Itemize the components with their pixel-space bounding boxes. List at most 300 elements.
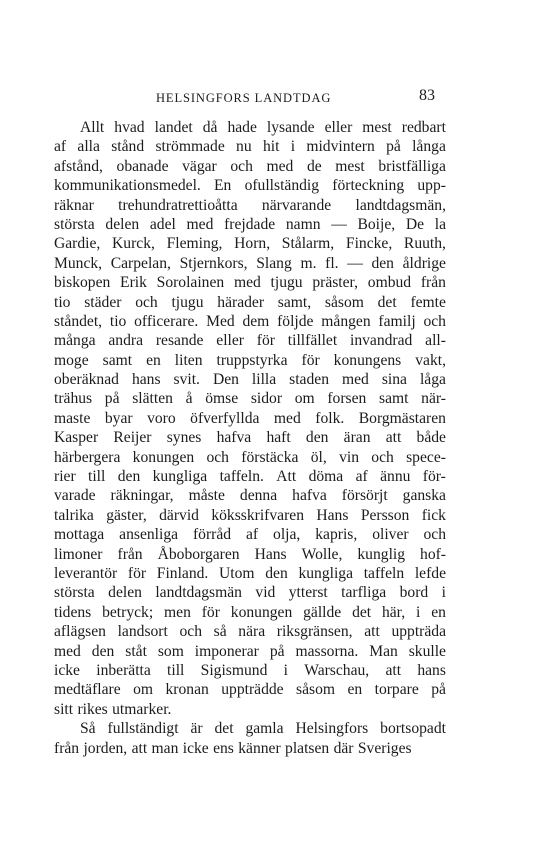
word: såsom: [324, 293, 364, 311]
word: alla: [77, 138, 100, 156]
word: känner: [238, 739, 281, 757]
word: från: [117, 545, 143, 563]
word: så: [213, 623, 227, 641]
word: ansenliga: [119, 526, 179, 544]
word: trehundratrettioåtta: [118, 196, 238, 214]
word: denna: [239, 487, 278, 505]
word: synes: [166, 429, 202, 447]
text-line: [54, 564, 446, 583]
word: att: [385, 661, 402, 679]
word: betryck;: [102, 603, 154, 621]
word: i: [290, 138, 296, 156]
text-line: [54, 661, 446, 680]
word: för: [201, 603, 220, 621]
word: bord: [399, 584, 429, 602]
word: därvid: [159, 506, 199, 524]
word: af: [355, 468, 368, 486]
word: hit: [262, 138, 280, 156]
word: präster,: [312, 274, 359, 292]
word: biskopen: [54, 274, 111, 292]
word: aflägsen: [54, 623, 106, 641]
text-line: [54, 428, 446, 447]
word: leverantör: [54, 564, 118, 582]
word: vakt,: [415, 351, 446, 369]
word: och: [371, 448, 394, 466]
word: trähus: [54, 390, 93, 408]
word: kunglig: [357, 545, 406, 563]
word: mottaga: [54, 526, 105, 544]
word: i: [416, 603, 421, 621]
word: En: [214, 177, 232, 195]
word: de: [306, 157, 322, 175]
word: från: [54, 739, 80, 757]
word: här,: [381, 603, 406, 621]
word: långa: [412, 138, 446, 156]
text-line: [54, 739, 446, 758]
word: Fincke,: [345, 235, 393, 253]
text-line: [54, 603, 446, 622]
word: Wolle,: [301, 545, 343, 563]
word: att: [131, 739, 148, 757]
word: öl,: [310, 448, 327, 466]
word: frejdade: [224, 215, 276, 233]
body-text: [54, 118, 446, 758]
word: taffeln: [363, 564, 405, 582]
word: både: [416, 429, 446, 447]
word: härbergera: [54, 448, 121, 466]
word: och: [206, 448, 229, 466]
word: i: [283, 661, 288, 679]
word: medtäflare: [54, 681, 121, 699]
word: Allt: [80, 119, 105, 136]
word: gäster,: [106, 506, 147, 524]
text-line: [54, 215, 446, 234]
word: äran: [343, 429, 371, 447]
word: tio: [109, 312, 127, 330]
word: kronan: [165, 681, 209, 699]
word: den: [265, 564, 288, 582]
word: bristfälliga: [378, 157, 446, 175]
word: närvarande: [261, 196, 332, 214]
word: hafva: [292, 487, 327, 505]
word: förråd: [192, 526, 232, 544]
word: den: [371, 254, 394, 272]
word: stånd: [111, 138, 145, 156]
word: uppträdde: [221, 681, 284, 699]
word: —: [347, 254, 363, 272]
word: man: [151, 739, 179, 757]
word: den: [117, 468, 141, 486]
word: den: [91, 642, 115, 660]
word: samt: [379, 390, 409, 408]
word: namn: [285, 215, 321, 233]
word: såsom: [296, 681, 336, 699]
word: Kurck,: [112, 235, 155, 253]
text-line: [54, 351, 446, 370]
word: på: [104, 390, 120, 408]
text-line: [54, 642, 446, 661]
word: städer: [84, 293, 122, 311]
word: afstånd,: [54, 157, 103, 175]
word: samt: [102, 351, 133, 369]
word: Slang: [256, 254, 292, 272]
text-line: [54, 157, 446, 176]
page-number: 83: [419, 87, 435, 104]
text-line: [54, 700, 446, 719]
text-line: [54, 293, 446, 312]
word: forsen: [327, 390, 367, 408]
word: liten: [174, 351, 203, 369]
word: tillfället: [287, 332, 338, 350]
word: delen: [108, 584, 142, 602]
word: haft: [266, 429, 291, 447]
word: svit.: [173, 371, 200, 389]
word: kungliga: [152, 468, 208, 486]
word: Den: [212, 371, 239, 389]
word: konungen: [132, 448, 195, 466]
word: tarfliga: [341, 584, 387, 602]
word: delen: [105, 215, 140, 233]
word: ytterst: [288, 584, 328, 602]
word: många: [54, 332, 96, 350]
word: af: [54, 138, 67, 156]
word: folk.: [315, 409, 345, 427]
word: för: [301, 351, 320, 369]
word: uppträda: [391, 623, 446, 641]
text-line: [54, 273, 446, 292]
word: eller: [216, 332, 244, 350]
text-line: [54, 312, 446, 331]
word: hans: [131, 371, 161, 389]
text-line: [54, 506, 446, 525]
word: officerare.: [134, 312, 199, 330]
word: moge: [54, 351, 89, 369]
word: med: [273, 409, 301, 427]
word: förstäcka: [241, 448, 299, 466]
word: låga: [419, 371, 446, 389]
word: samt,: [277, 293, 312, 311]
word: ännu: [380, 468, 411, 486]
text-line: [54, 331, 446, 350]
word: och: [423, 526, 446, 544]
word: och: [230, 157, 253, 175]
word: Boije,: [357, 215, 396, 233]
word: med: [186, 215, 214, 233]
word: varade: [54, 487, 96, 505]
word: Warschau,: [304, 661, 370, 679]
word: det: [214, 720, 234, 738]
word: döma: [308, 468, 344, 486]
word: mången: [321, 312, 371, 330]
word: fl.: [325, 254, 339, 272]
word: staden: [289, 371, 329, 389]
word: mest: [362, 119, 392, 136]
text-line: [54, 680, 446, 699]
word: hade: [227, 119, 257, 136]
text-line: [54, 525, 446, 544]
word: tidens: [54, 603, 92, 621]
word: att: [385, 429, 402, 447]
word: dem: [242, 312, 270, 330]
text-line: [54, 254, 446, 273]
word: följde: [277, 312, 314, 330]
word: slätten: [132, 390, 173, 408]
word: inberätta: [96, 661, 151, 679]
word: med: [341, 371, 369, 389]
word: där: [333, 739, 354, 757]
word: med: [266, 157, 294, 175]
word: adel: [149, 215, 176, 233]
word: olja,: [273, 526, 301, 544]
text-line: [54, 622, 446, 641]
word: Hans: [316, 506, 349, 524]
word: Finland.: [156, 564, 209, 582]
word: ståndet,: [54, 312, 103, 330]
word: andra: [108, 332, 144, 350]
word: gällde: [303, 603, 342, 621]
text-line: [54, 176, 446, 195]
word: spece-: [406, 448, 446, 466]
word: för: [256, 332, 275, 350]
word: De: [405, 215, 425, 233]
word: tjugu: [171, 293, 204, 311]
word: och: [179, 623, 202, 641]
word: fullständigt: [107, 720, 179, 738]
word: familj: [378, 312, 416, 330]
word: största: [54, 215, 95, 233]
word: Reijer: [113, 429, 152, 447]
word: till: [88, 468, 106, 486]
word: räkningar,: [110, 487, 174, 505]
word: största: [54, 584, 95, 602]
word: förteckning: [332, 177, 405, 195]
word: och: [135, 293, 158, 311]
text-line: [54, 196, 446, 215]
word: Att: [276, 468, 297, 486]
word: la: [434, 215, 446, 233]
word: på: [431, 681, 446, 699]
word: oberäknad: [54, 371, 119, 389]
word: i: [441, 584, 446, 602]
word: från: [420, 274, 446, 292]
word: om: [133, 681, 154, 699]
running-header: [0, 88, 544, 108]
word: rier: [54, 468, 76, 486]
word: fick: [421, 506, 446, 524]
word: om: [294, 390, 315, 408]
word: det: [352, 603, 372, 621]
word: å: [185, 390, 193, 408]
word: all-: [425, 332, 446, 350]
text-line: [54, 137, 446, 156]
word: icke: [54, 661, 80, 679]
word: Gardie,: [54, 235, 101, 253]
word: Erik: [120, 274, 147, 292]
word: att: [364, 623, 380, 641]
text-line: [54, 467, 446, 486]
word: talrika: [54, 506, 94, 524]
word: på: [269, 642, 285, 660]
word: nu: [236, 138, 252, 156]
word: landtdagsmän: [155, 584, 242, 602]
word: m.: [300, 254, 317, 272]
word: resande: [155, 332, 204, 350]
word: Stjernkors,: [179, 254, 248, 272]
text-line: [54, 448, 446, 467]
text-line: [54, 486, 446, 505]
text-line: [54, 370, 446, 389]
text-line: [54, 583, 446, 602]
word: sidor: [250, 390, 283, 408]
text-line: [54, 234, 446, 253]
word: riksgränsen,: [276, 623, 353, 641]
word: eller: [324, 119, 353, 136]
word: Så: [80, 720, 96, 738]
word: midvintern: [306, 138, 375, 156]
word: lysande: [266, 119, 315, 136]
word: icke: [182, 739, 209, 757]
word: ofullständig: [244, 177, 320, 195]
word: Munck,: [54, 254, 103, 272]
word: torpare: [374, 681, 419, 699]
word: då: [202, 119, 218, 136]
word: Ruuth,: [403, 235, 446, 253]
word: kommunikationsmedel.: [54, 177, 201, 195]
word: —: [331, 215, 347, 233]
word: nära: [238, 623, 266, 641]
word: Borgmästaren: [358, 409, 446, 427]
word: mest: [335, 157, 365, 175]
word: ömse: [205, 390, 239, 408]
word: gamla: [245, 720, 284, 738]
word: redbart: [401, 119, 446, 136]
word: sina: [381, 371, 407, 389]
word: för-: [422, 468, 446, 486]
word: hafva: [216, 429, 252, 447]
word: en: [347, 681, 363, 699]
word: byar: [104, 409, 133, 427]
word: massorna.: [295, 642, 359, 660]
word: Utom: [219, 564, 255, 582]
word: Man: [369, 642, 398, 660]
word: som: [157, 642, 184, 660]
word: med: [233, 274, 261, 292]
word: måste: [188, 487, 225, 505]
word: Sigismund: [200, 661, 268, 679]
word: landsort: [117, 623, 168, 641]
word: sitt: [54, 700, 74, 718]
word: till: [167, 661, 185, 679]
word: konungens: [333, 351, 402, 369]
word: hvad: [114, 119, 145, 136]
word: lefde: [414, 564, 446, 582]
word: Med: [206, 312, 235, 330]
word: truppstyrka: [216, 351, 288, 369]
word: invandrad: [349, 332, 413, 350]
word: det: [377, 293, 397, 311]
word: vägar: [182, 157, 217, 175]
word: Horn,: [234, 235, 271, 253]
word: skulle: [408, 642, 446, 660]
word: oliver: [372, 526, 409, 544]
word: taffeln.: [219, 468, 264, 486]
text-line: [54, 719, 446, 738]
word: räknar: [54, 196, 94, 214]
word: konungen: [230, 603, 293, 621]
word: när-: [421, 390, 446, 408]
word: tio: [54, 293, 71, 311]
word: Kasper: [54, 429, 99, 447]
word: Persson: [360, 506, 410, 524]
word: strömmade: [155, 138, 225, 156]
text-line: [54, 389, 446, 408]
word: rikes: [77, 700, 108, 718]
word: hof-: [420, 545, 446, 563]
word: voro: [147, 409, 176, 427]
word: ståt: [125, 642, 147, 660]
word: hans: [417, 661, 446, 679]
word: Sveriges: [357, 739, 412, 757]
word: Stålarm,: [281, 235, 335, 253]
text-line: [54, 118, 446, 137]
word: lilla: [251, 371, 277, 389]
word: på: [386, 138, 401, 156]
text-line: [54, 545, 446, 564]
word: obanade: [116, 157, 169, 175]
word: Hans: [254, 545, 287, 563]
word: en: [146, 351, 161, 369]
word: för: [127, 564, 147, 582]
word: åldrige: [402, 254, 446, 272]
word: limoner: [54, 545, 103, 563]
word: ens: [213, 739, 234, 757]
word: försörjt: [341, 487, 388, 505]
word: kapris,: [315, 526, 358, 544]
word: köksskrifvaren: [211, 506, 304, 524]
word: imponerar: [194, 642, 259, 660]
word: och: [423, 312, 446, 330]
word: landet: [154, 119, 193, 136]
word: bortsopadt: [380, 720, 446, 738]
word: Fleming,: [166, 235, 223, 253]
word: den: [305, 429, 329, 447]
word: Carpelan,: [110, 254, 171, 272]
word: är: [190, 720, 203, 738]
word: jorden,: [83, 739, 128, 757]
word: öfverfyllda: [190, 409, 260, 427]
running-title: HELSINGFORS LANDTDAG: [156, 91, 332, 105]
word: Sorolainen: [156, 274, 225, 292]
word: tjugu: [270, 274, 303, 292]
word: en: [431, 603, 446, 621]
word: maste: [54, 409, 91, 427]
word: ganska: [402, 487, 446, 505]
word: upp-: [417, 177, 446, 195]
word: landtdagsmän,: [355, 196, 446, 214]
word: Helsingfors: [295, 720, 369, 738]
word: vid: [255, 584, 276, 602]
word: af: [245, 526, 259, 544]
word: femte: [410, 293, 446, 311]
word: vin: [339, 448, 359, 466]
word: härader: [217, 293, 265, 311]
word: men: [164, 603, 191, 621]
word: platsen: [285, 739, 330, 757]
word: kungliga: [298, 564, 354, 582]
word: med: [54, 642, 81, 660]
text-line: [54, 409, 446, 428]
word: Åboborgaren: [157, 545, 240, 563]
